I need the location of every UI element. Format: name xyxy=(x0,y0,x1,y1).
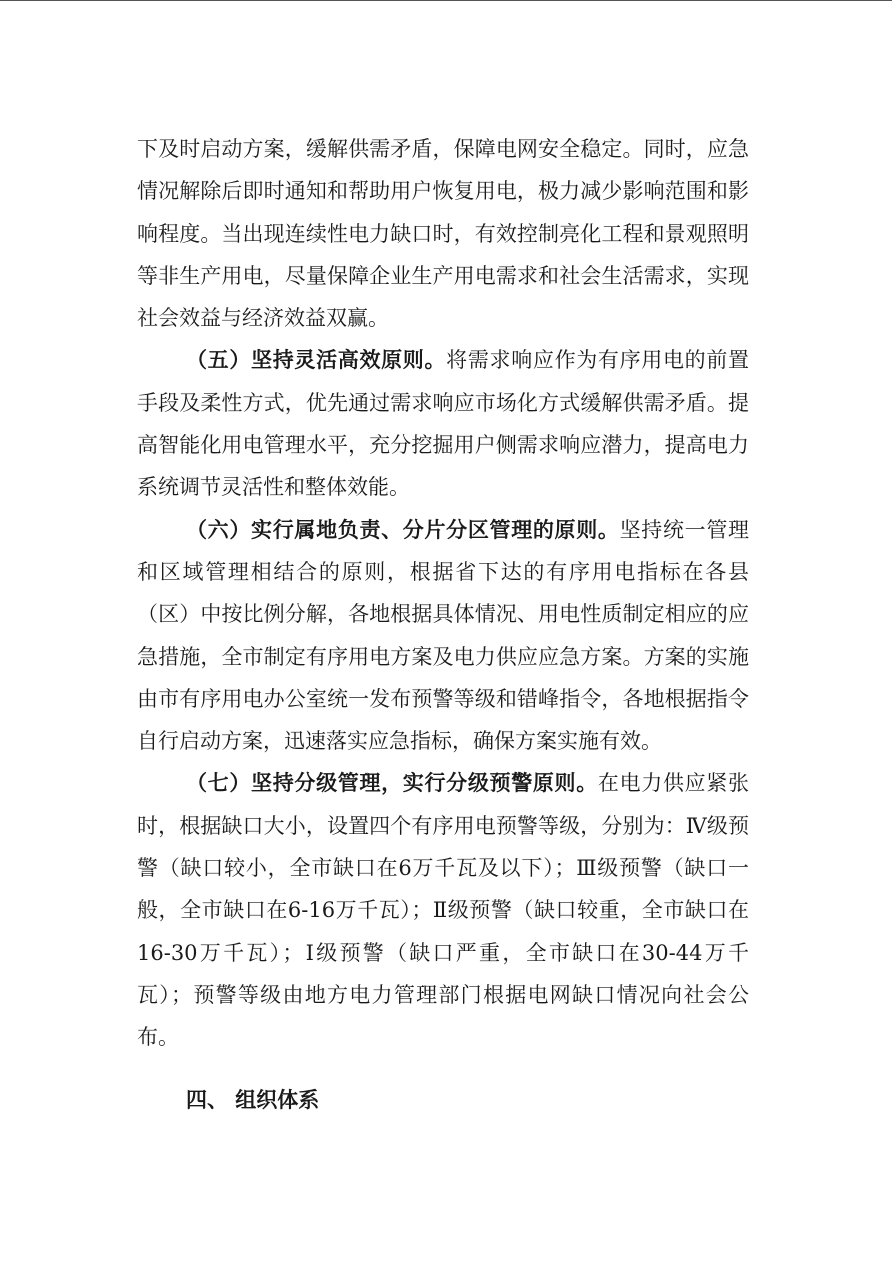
section-heading: 四、 组织体系 xyxy=(186,1088,320,1112)
paragraph-text: 在电力供应紧张时，根据缺口大小，设置四个有序用电预警等级，分别为：Ⅳ级预警（缺口较小，全市缺口在6万千瓦及以下）；Ⅲ级预警（缺口一般，全市缺口在6-16万千瓦）；Ⅱ级预警（缺口较重，全市缺口在16-30万千瓦）；Ⅰ级预警（缺口严重，全市缺口在30-44万千瓦）；预警等级由地方电力管理部门根据电网缺口情况向社会公布。 xyxy=(137,771,750,1050)
paragraph-text: 将需求响应作为有序用电的前置手段及柔性方式，优先通过需求响应市场化方式缓解供需矛盾。提高智能化用电管理水平，充分挖掘用户侧需求响应潜力，提高电力系统调节灵活性和整体效能。 xyxy=(137,348,750,500)
paragraph-text: 下及时启动方案，缓解供需矛盾，保障电网安全稳定。同时，应急情况解除后即时通知和帮助用户恢复用电，极力减少影响范围和影响程度。当出现连续性电力缺口时，有效控制亮化工程和景观照明等非生产用电，尽量保障企业生产用电需求和社会生活需求，实现社会效益与经济效益双赢。 xyxy=(137,137,749,331)
paragraph-lead: （七）坚持分级管理，实行分级预警原则。 xyxy=(186,771,598,796)
document-body xyxy=(137,128,749,1059)
paragraph-continuation xyxy=(137,128,749,339)
paragraph-principle-5 xyxy=(137,339,749,508)
paragraph-principle-7 xyxy=(137,762,749,1058)
paragraph-lead: （六）实行属地负责、分片分区管理的原则。 xyxy=(186,517,620,542)
paragraph-text: 坚持统一管理和区域管理相结合的原则，根据省下达的有序用电指标在各县（区）中按比例分解，各地根据具体情况、用电性质制定相应的应急措施，全市制定有序用电方案及电力供应应急方案。方案的实施由市有序用电办公室统一发布预警等级和错峰指令，各地根据指令自行启动方案，迅速落实应急指标，确保方案实施有效。 xyxy=(137,517,750,754)
paragraph-principle-6 xyxy=(137,509,749,763)
paragraph-lead: （五）坚持灵活高效原则。 xyxy=(186,348,447,373)
